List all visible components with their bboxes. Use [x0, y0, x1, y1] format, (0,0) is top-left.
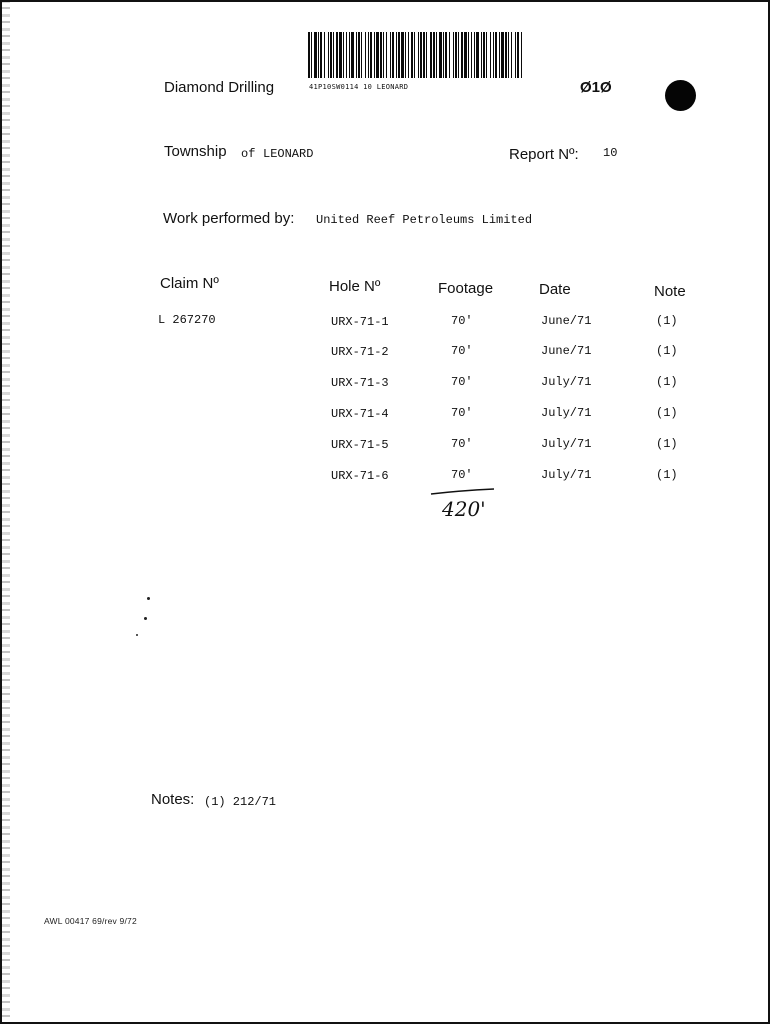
header-date: Date — [539, 281, 571, 298]
barcode-bar — [392, 32, 394, 78]
scan-speck — [147, 597, 150, 600]
barcode-bar — [493, 32, 494, 78]
barcode-bar — [490, 32, 491, 78]
note-ref: (1) — [656, 437, 678, 451]
barcode-bar — [515, 32, 516, 78]
footage: 70' — [451, 344, 473, 358]
barcode-bar — [351, 32, 354, 78]
township-value: LEONARD — [263, 147, 314, 161]
barcode-bar — [414, 32, 415, 78]
hole-number: URX-71-1 — [331, 315, 389, 329]
barcode-bar — [521, 32, 522, 78]
header-footage: Footage — [438, 280, 494, 297]
notes-label: Notes: — [151, 791, 195, 808]
barcode-bar — [408, 32, 409, 78]
barcode-bar — [356, 32, 357, 78]
barcode-bar — [468, 32, 469, 78]
date: June/71 — [541, 344, 592, 358]
barcode-bar — [426, 32, 427, 78]
note-ref: (1) — [656, 468, 678, 482]
barcode-caption: 41P10SW0114 10 LEONARD — [309, 83, 409, 91]
barcode-bar — [471, 32, 472, 78]
date: July/71 — [541, 437, 592, 451]
barcode-bar — [398, 32, 400, 78]
barcode-bar — [476, 32, 479, 78]
barcode-bar — [474, 32, 475, 78]
hole-number: URX-71-3 — [331, 376, 389, 390]
barcode-bar — [339, 32, 342, 78]
barcode-bar — [464, 32, 467, 78]
barcode-bar — [511, 32, 512, 78]
header-note: Note — [654, 283, 686, 300]
barcode-bar — [376, 32, 379, 78]
barcode-bar — [311, 32, 312, 78]
report-label: Report Nº: — [509, 146, 579, 163]
note-ref: (1) — [656, 314, 678, 328]
barcode-bar — [314, 32, 317, 78]
barcode-bar — [430, 32, 432, 78]
scan-speck — [136, 634, 138, 636]
barcode-bar — [324, 32, 325, 78]
note-ref: (1) — [656, 406, 678, 420]
barcode-bar — [443, 32, 444, 78]
barcode-bar — [401, 32, 404, 78]
work-performed-label: Work performed by: — [163, 210, 295, 227]
hole-number: URX-71-4 — [331, 407, 389, 421]
hole-number: URX-71-2 — [331, 345, 389, 359]
header-claim: Claim Nº — [160, 275, 219, 292]
barcode-bar — [481, 32, 482, 78]
form-code: AWL 00417 69/rev 9/72 — [44, 916, 137, 926]
township-prefix: of — [241, 147, 256, 161]
barcode-bar — [486, 32, 487, 78]
report-number: 10 — [603, 146, 618, 160]
barcode-bar — [374, 32, 375, 78]
footage: 70' — [451, 437, 473, 451]
barcode — [307, 32, 527, 94]
barcode-bar — [358, 32, 360, 78]
barcode-bar — [439, 32, 442, 78]
barcode-bar — [308, 32, 310, 78]
barcode-bar — [411, 32, 413, 78]
scan-edge — [0, 0, 10, 1024]
claim-number: L 267270 — [158, 313, 216, 327]
barcode-bar — [396, 32, 397, 78]
barcode-bar — [501, 32, 504, 78]
footage: 70' — [451, 375, 473, 389]
barcode-bar — [449, 32, 450, 78]
barcode-bar — [517, 32, 519, 78]
scan-speck — [144, 617, 147, 620]
barcode-bar — [320, 32, 322, 78]
handwritten-total — [428, 488, 498, 522]
hole-number: URX-71-5 — [331, 438, 389, 452]
barcode-bar — [445, 32, 447, 78]
barcode-bar — [461, 32, 463, 78]
date: July/71 — [541, 468, 592, 482]
notes-text: (1) 212/71 — [204, 795, 277, 809]
barcode-bar — [505, 32, 507, 78]
date: July/71 — [541, 375, 592, 389]
barcode-bar — [343, 32, 344, 78]
note-ref: (1) — [656, 375, 678, 389]
handwritten-total-text: 420' — [442, 497, 486, 521]
barcode-bar — [370, 32, 372, 78]
barcode-bar — [495, 32, 497, 78]
hole-number: URX-71-6 — [331, 469, 389, 483]
footage: 70' — [451, 314, 473, 328]
barcode-bar — [361, 32, 362, 78]
barcode-bar — [423, 32, 425, 78]
barcode-bar — [336, 32, 338, 78]
barcode-bar — [458, 32, 459, 78]
work-performed-value: United Reef Petroleums Limited — [316, 213, 533, 227]
barcode-bar — [386, 32, 387, 78]
footage: 70' — [451, 468, 473, 482]
barcode-bar — [328, 32, 329, 78]
barcode-bar — [420, 32, 422, 78]
barcode-bar — [368, 32, 369, 78]
township-label: Township — [164, 143, 227, 160]
date: June/71 — [541, 314, 592, 328]
date: July/71 — [541, 406, 592, 420]
footage: 70' — [451, 406, 473, 420]
barcode-bar — [390, 32, 391, 78]
barcode-bar — [405, 32, 406, 78]
barcode-bar — [483, 32, 485, 78]
note-ref: (1) — [656, 344, 678, 358]
barcode-bar — [455, 32, 457, 78]
barcode-bar — [349, 32, 350, 78]
barcode-bar — [383, 32, 384, 78]
barcode-bar — [365, 32, 366, 78]
barcode-bar — [318, 32, 319, 78]
form-title: Diamond Drilling — [164, 79, 275, 96]
barcode-bar — [453, 32, 454, 78]
barcode-bar — [333, 32, 334, 78]
barcode-bar — [330, 32, 332, 78]
barcode-bar — [508, 32, 509, 78]
hole-punch — [665, 80, 696, 111]
barcode-bar — [418, 32, 419, 78]
barcode-bar — [499, 32, 500, 78]
barcode-bar — [346, 32, 347, 78]
barcode-bar — [433, 32, 435, 78]
barcode-bar — [436, 32, 437, 78]
header-hole: Hole Nº — [329, 278, 381, 295]
barcode-bars — [307, 32, 525, 78]
barcode-bar — [380, 32, 382, 78]
file-number: Ø1Ø — [580, 79, 612, 96]
